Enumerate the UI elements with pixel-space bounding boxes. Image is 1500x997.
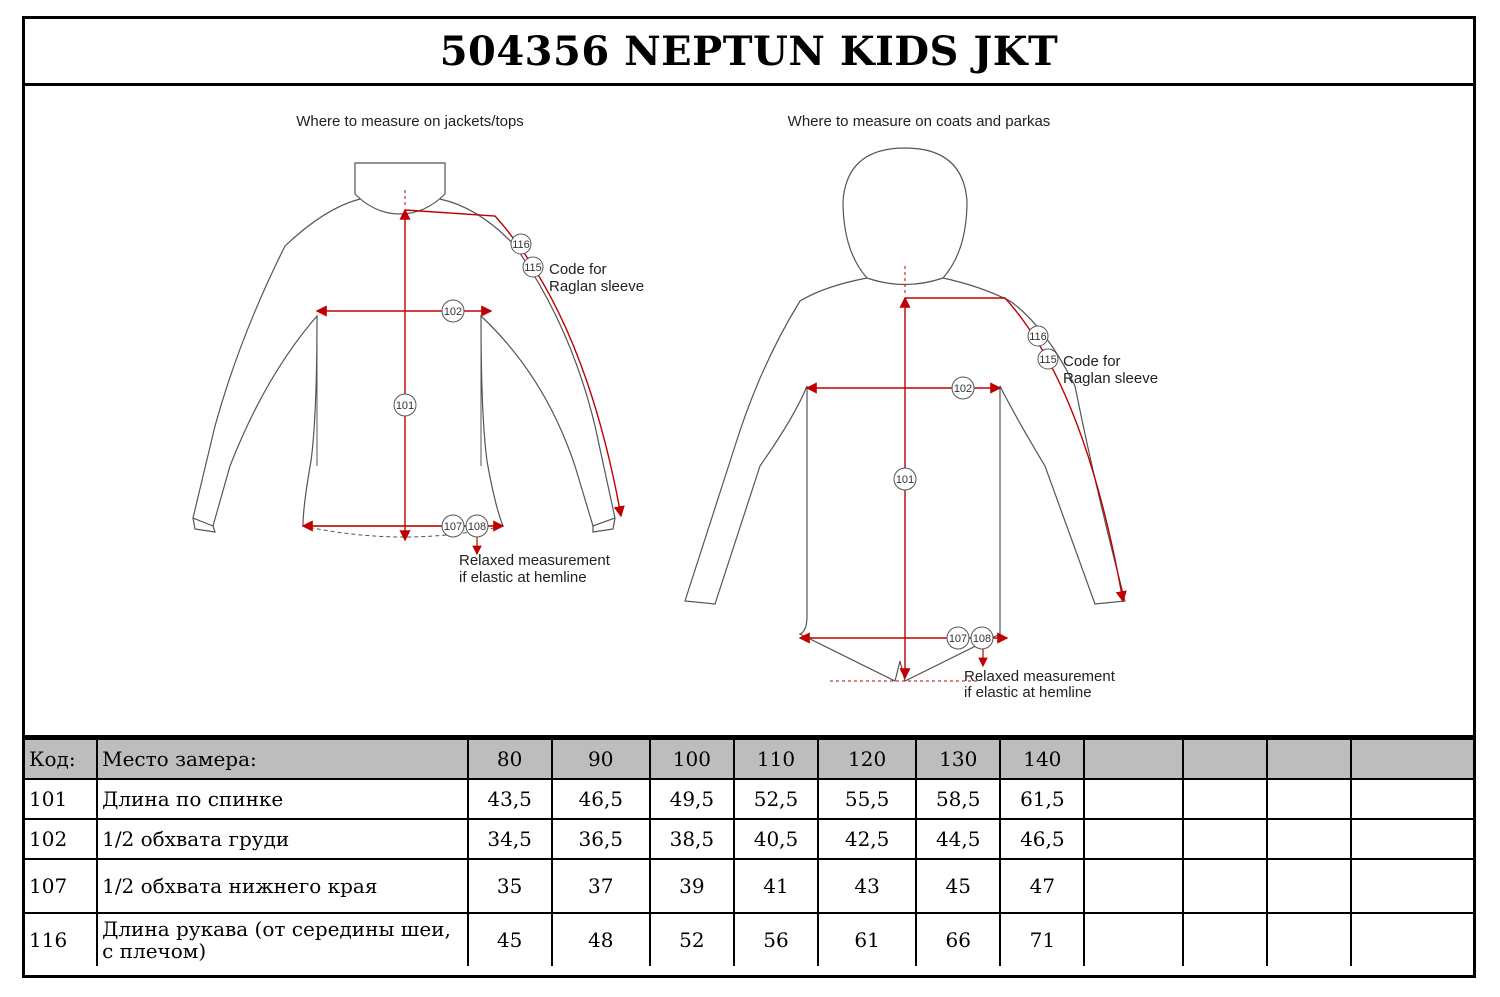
coat-hem-note-2: if elastic at hemline	[964, 684, 1092, 701]
cell-value	[1267, 819, 1351, 859]
cell-value	[1084, 819, 1182, 859]
cell-value	[1351, 819, 1473, 859]
measurement-diagrams	[25, 86, 1473, 738]
cell-value: 42,5	[818, 819, 916, 859]
jacket-outline	[193, 199, 615, 526]
cell-value	[1084, 779, 1182, 819]
cell-value: 43	[818, 859, 916, 913]
cell-value: 34,5	[468, 819, 552, 859]
header-code: Код:	[25, 739, 97, 779]
jacket-heading: Where to measure on jackets/tops	[296, 113, 524, 130]
coat-tag-101	[894, 468, 916, 490]
svg-text:101: 101	[395, 400, 415, 412]
svg-text:101: 101	[895, 474, 915, 486]
cell-value	[1351, 859, 1473, 913]
coat-raglan-note-2: Raglan sleeve	[1063, 370, 1159, 387]
cell-value: 44,5	[916, 819, 1000, 859]
coat-tag-108	[971, 627, 993, 649]
diagram-canvas	[25, 86, 1473, 736]
jacket-hem-note-2: if elastic at hemline	[459, 569, 587, 586]
cell-value: 61	[818, 913, 916, 966]
svg-text:107: 107	[443, 521, 463, 533]
cell-value: 71	[1000, 913, 1084, 966]
jacket-sleeve-arrow	[405, 210, 621, 516]
cell-value: 46,5	[1000, 819, 1084, 859]
row-desc: 1/2 обхвата нижнего края	[97, 859, 468, 913]
cell-value: 47	[1000, 859, 1084, 913]
coat-hood	[843, 148, 967, 285]
cell-value: 38,5	[650, 819, 734, 859]
cell-value	[1267, 779, 1351, 819]
cell-value: 45	[468, 913, 552, 966]
cell-value: 35	[468, 859, 552, 913]
coat-diagram	[685, 113, 1158, 701]
header-size: 80	[468, 739, 552, 779]
coat-tag-116	[1028, 326, 1048, 346]
cell-value	[1084, 859, 1182, 913]
jacket-tag-101	[394, 394, 416, 416]
jacket-tag-102	[442, 300, 464, 322]
cell-value: 56	[734, 913, 818, 966]
header-size: 130	[916, 739, 1000, 779]
row-code: 102	[25, 819, 97, 859]
cell-value	[1183, 779, 1267, 819]
cell-value: 55,5	[818, 779, 916, 819]
cell-value: 48	[552, 913, 650, 966]
jacket-tag-107	[442, 515, 464, 537]
cell-value	[1183, 913, 1267, 966]
title-bar	[25, 19, 1473, 86]
svg-text:102: 102	[443, 306, 463, 318]
cell-value: 52,5	[734, 779, 818, 819]
svg-text:116: 116	[1029, 331, 1047, 343]
table-body	[25, 739, 1473, 966]
cell-value: 37	[552, 859, 650, 913]
jacket-tag-108	[466, 515, 488, 537]
coat-tag-115	[1038, 349, 1058, 369]
row-desc: 1/2 обхвата груди	[97, 819, 468, 859]
svg-text:115: 115	[1039, 354, 1057, 366]
header-size	[1183, 739, 1267, 779]
table-row	[25, 779, 1473, 819]
header-size: 90	[552, 739, 650, 779]
svg-text:116: 116	[512, 239, 530, 251]
jacket-collar	[355, 163, 445, 214]
cell-value: 36,5	[552, 819, 650, 859]
header-size	[1351, 739, 1473, 779]
header-size: 110	[734, 739, 818, 779]
cell-value: 45	[916, 859, 1000, 913]
coat-tag-107	[947, 627, 969, 649]
cell-value: 46,5	[552, 779, 650, 819]
jacket-raglan-note-1: Code for	[549, 261, 607, 278]
cell-value: 40,5	[734, 819, 818, 859]
jacket-raglan-note-2: Raglan sleeve	[549, 278, 645, 295]
coat-heading: Where to measure on coats and parkas	[787, 113, 1051, 130]
svg-text:108: 108	[972, 633, 992, 645]
size-chart-sheet	[22, 16, 1476, 978]
jacket-diagram	[193, 113, 644, 586]
coat-hem-note-1: Relaxed measurement	[964, 668, 1115, 685]
svg-text:107: 107	[948, 633, 968, 645]
size-table	[25, 738, 1473, 966]
row-code: 107	[25, 859, 97, 913]
cell-value	[1267, 913, 1351, 966]
header-size: 120	[818, 739, 916, 779]
table-row	[25, 819, 1473, 859]
cell-value: 52	[650, 913, 734, 966]
cell-value: 58,5	[916, 779, 1000, 819]
table-row	[25, 859, 1473, 913]
cell-value	[1183, 819, 1267, 859]
cell-value: 61,5	[1000, 779, 1084, 819]
svg-text:115: 115	[524, 262, 542, 274]
table-row	[25, 913, 1473, 966]
jacket-hem-note-1: Relaxed measurement	[459, 552, 610, 569]
header-desc: Место замера:	[97, 739, 468, 779]
row-code: 116	[25, 913, 97, 966]
cell-value	[1351, 779, 1473, 819]
jacket-tag-115	[523, 257, 543, 277]
row-code: 101	[25, 779, 97, 819]
cell-value: 41	[734, 859, 818, 913]
cell-value: 39	[650, 859, 734, 913]
row-desc: Длина по спинке	[97, 779, 468, 819]
header-size	[1267, 739, 1351, 779]
coat-sleeve-arrow	[905, 298, 1123, 601]
svg-text:102: 102	[953, 383, 973, 395]
cell-value	[1183, 859, 1267, 913]
product-title: 504356 NEPTUN KIDS JKT	[439, 27, 1059, 75]
table-header-row	[25, 739, 1473, 779]
coat-raglan-note-1: Code for	[1063, 353, 1121, 370]
row-desc: Длина рукава (от середины шеи, с плечом)	[97, 913, 468, 966]
header-size: 140	[1000, 739, 1084, 779]
header-size: 100	[650, 739, 734, 779]
svg-text:108: 108	[467, 521, 487, 533]
header-size	[1084, 739, 1182, 779]
cell-value: 66	[916, 913, 1000, 966]
jacket-tag-116	[511, 234, 531, 254]
cell-value	[1084, 913, 1182, 966]
cell-value	[1351, 913, 1473, 966]
cell-value	[1267, 859, 1351, 913]
cell-value: 43,5	[468, 779, 552, 819]
cell-value: 49,5	[650, 779, 734, 819]
coat-tag-102	[952, 377, 974, 399]
